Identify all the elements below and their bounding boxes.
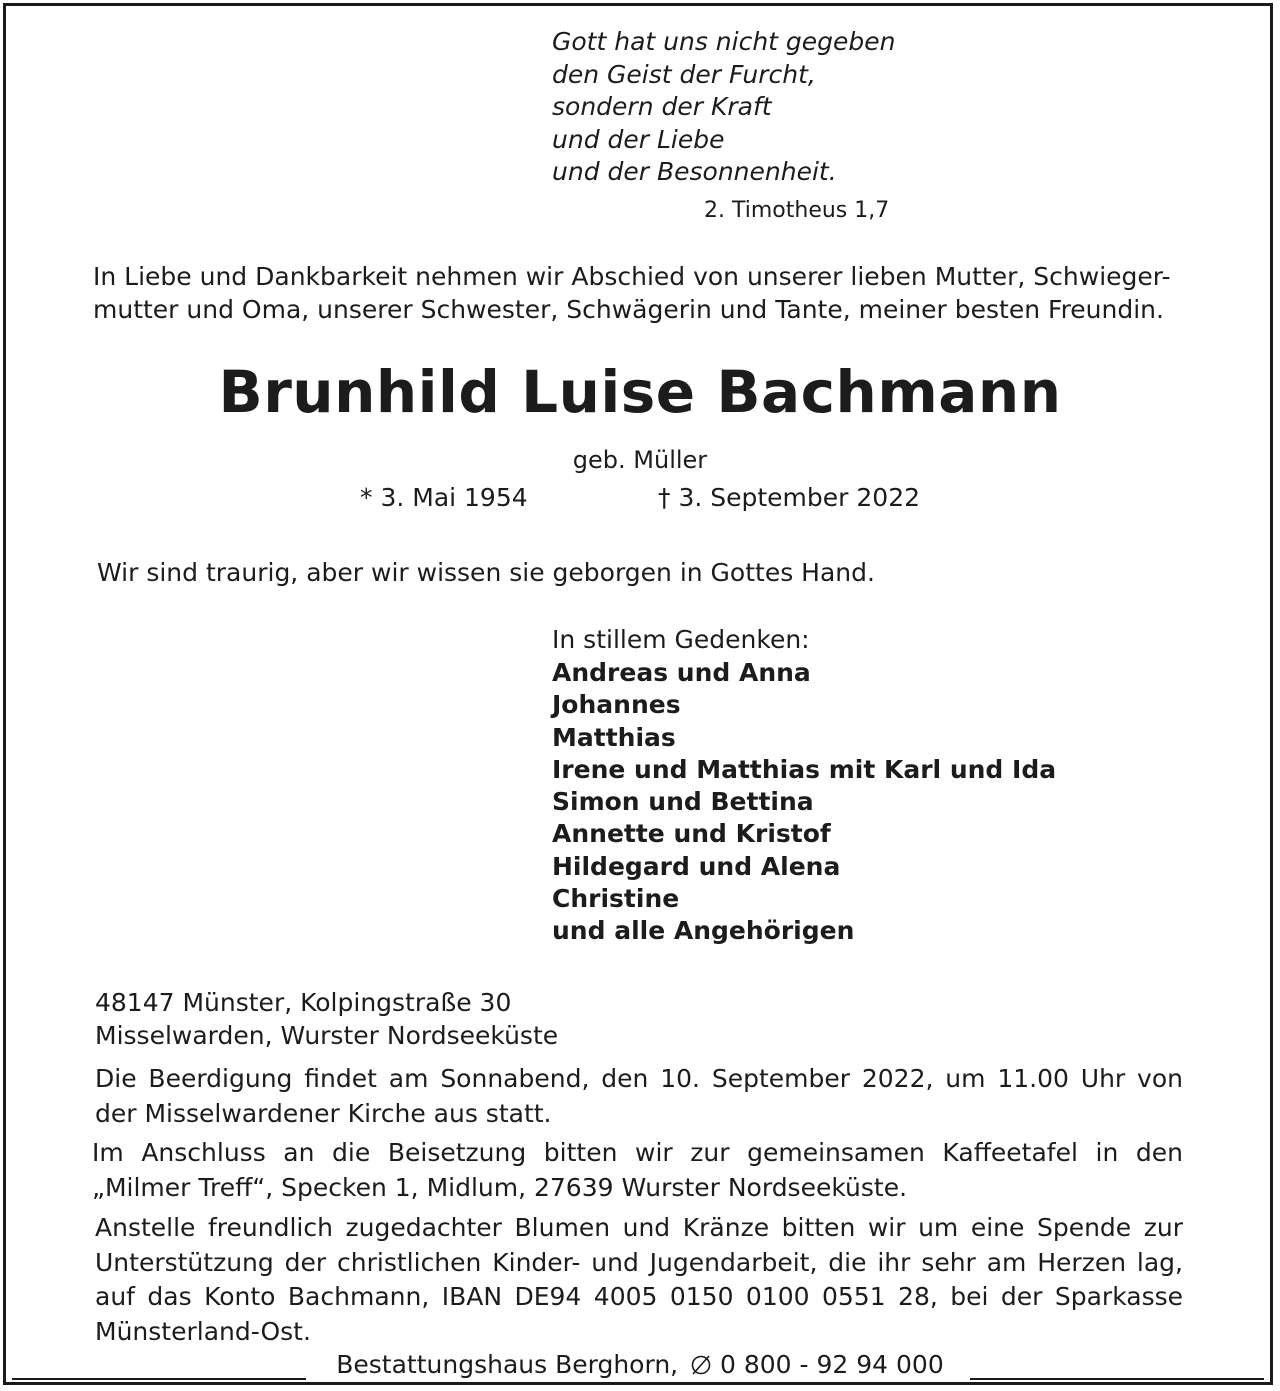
reception-info: Im Anschluss an die Beisetzung bitten wir zur gemeinsamen Kaffeetafel in den „Milmer Treff“, Specken 1, Midlum, 27639 Wurster Nordseeküste.	[92, 1138, 1183, 1202]
address-line: Misselwarden, Wurster Nordseeküste	[95, 1021, 559, 1050]
intro-line: In Liebe und Dankbarkeit nehmen wir Abschied von unserer lieben Mutter, Schwieger-	[93, 262, 1171, 291]
verse-reference: 2. Timotheus 1,7	[704, 198, 890, 223]
list-item: Hildegard und Alena	[552, 851, 841, 881]
list-item: Annette und Kristof	[552, 819, 831, 849]
intro-line: mutter und Oma, unserer Schwester, Schwägerin und Tante, meiner besten Freundin.	[93, 295, 1164, 324]
list-item: Matthias	[552, 722, 676, 752]
consolation-text: Wir sind traurig, aber wir wissen sie geborgen in Gottes Hand.	[97, 558, 875, 587]
verse-line: Gott hat uns nicht gegeben	[552, 27, 896, 56]
death-date: † 3. September 2022	[658, 483, 920, 512]
list-item: und alle Angehörigen	[552, 916, 855, 946]
list-item: Irene und Matthias mit Karl und Ida	[552, 754, 1057, 784]
donation-info: Anstelle freundlich zugedachter Blumen und Kränze bitten wir um eine Spende zur Unterstützung der christlichen Kinder- und Jugendarbeit, die ihr sehr am Herzen lag, auf das Konto Bachmann, IBAN DE94 4005 0150 0100 0551 28, bei der Sparkasse Münsterland-Ost.	[95, 1213, 1183, 1346]
address-line: 48147 Münster, Kolpingstraße 30	[95, 988, 512, 1017]
maiden-name: geb. Müller	[572, 446, 708, 474]
list-item: Simon und Bettina	[552, 787, 814, 817]
bible-verse	[552, 26, 896, 189]
verse-line: sondern der Kraft	[552, 92, 772, 121]
funeral-home-name: Bestattungshaus Berghorn,	[336, 1350, 679, 1379]
verse-line: und der Besonnenheit.	[552, 157, 837, 186]
phone-number: 0 800 - 92 94 000	[720, 1350, 944, 1379]
verse-line: und der Liebe	[552, 124, 725, 154]
funeral-info: Die Beerdigung findet am Sonnabend, den 10. September 2022, um 11.00 Uhr von der Misselwardener Kirche aus statt.	[95, 1064, 1183, 1128]
intro-text	[93, 260, 1183, 326]
list-item: Andreas und Anna	[552, 658, 811, 687]
deceased-name: Brunhild Luise Bachmann	[218, 358, 1062, 426]
list-item: Christine	[552, 884, 680, 914]
phone-icon	[690, 1352, 712, 1374]
birth-date: * 3. Mai 1954	[360, 483, 528, 512]
mourners-list	[552, 657, 1056, 948]
list-item: Johannes	[552, 690, 681, 720]
memory-label: In stillem Gedenken:	[552, 625, 810, 654]
funeral-home-footer	[0, 1350, 1280, 1379]
verse-line: den Geist der Furcht,	[552, 59, 816, 89]
family-address	[95, 986, 558, 1052]
